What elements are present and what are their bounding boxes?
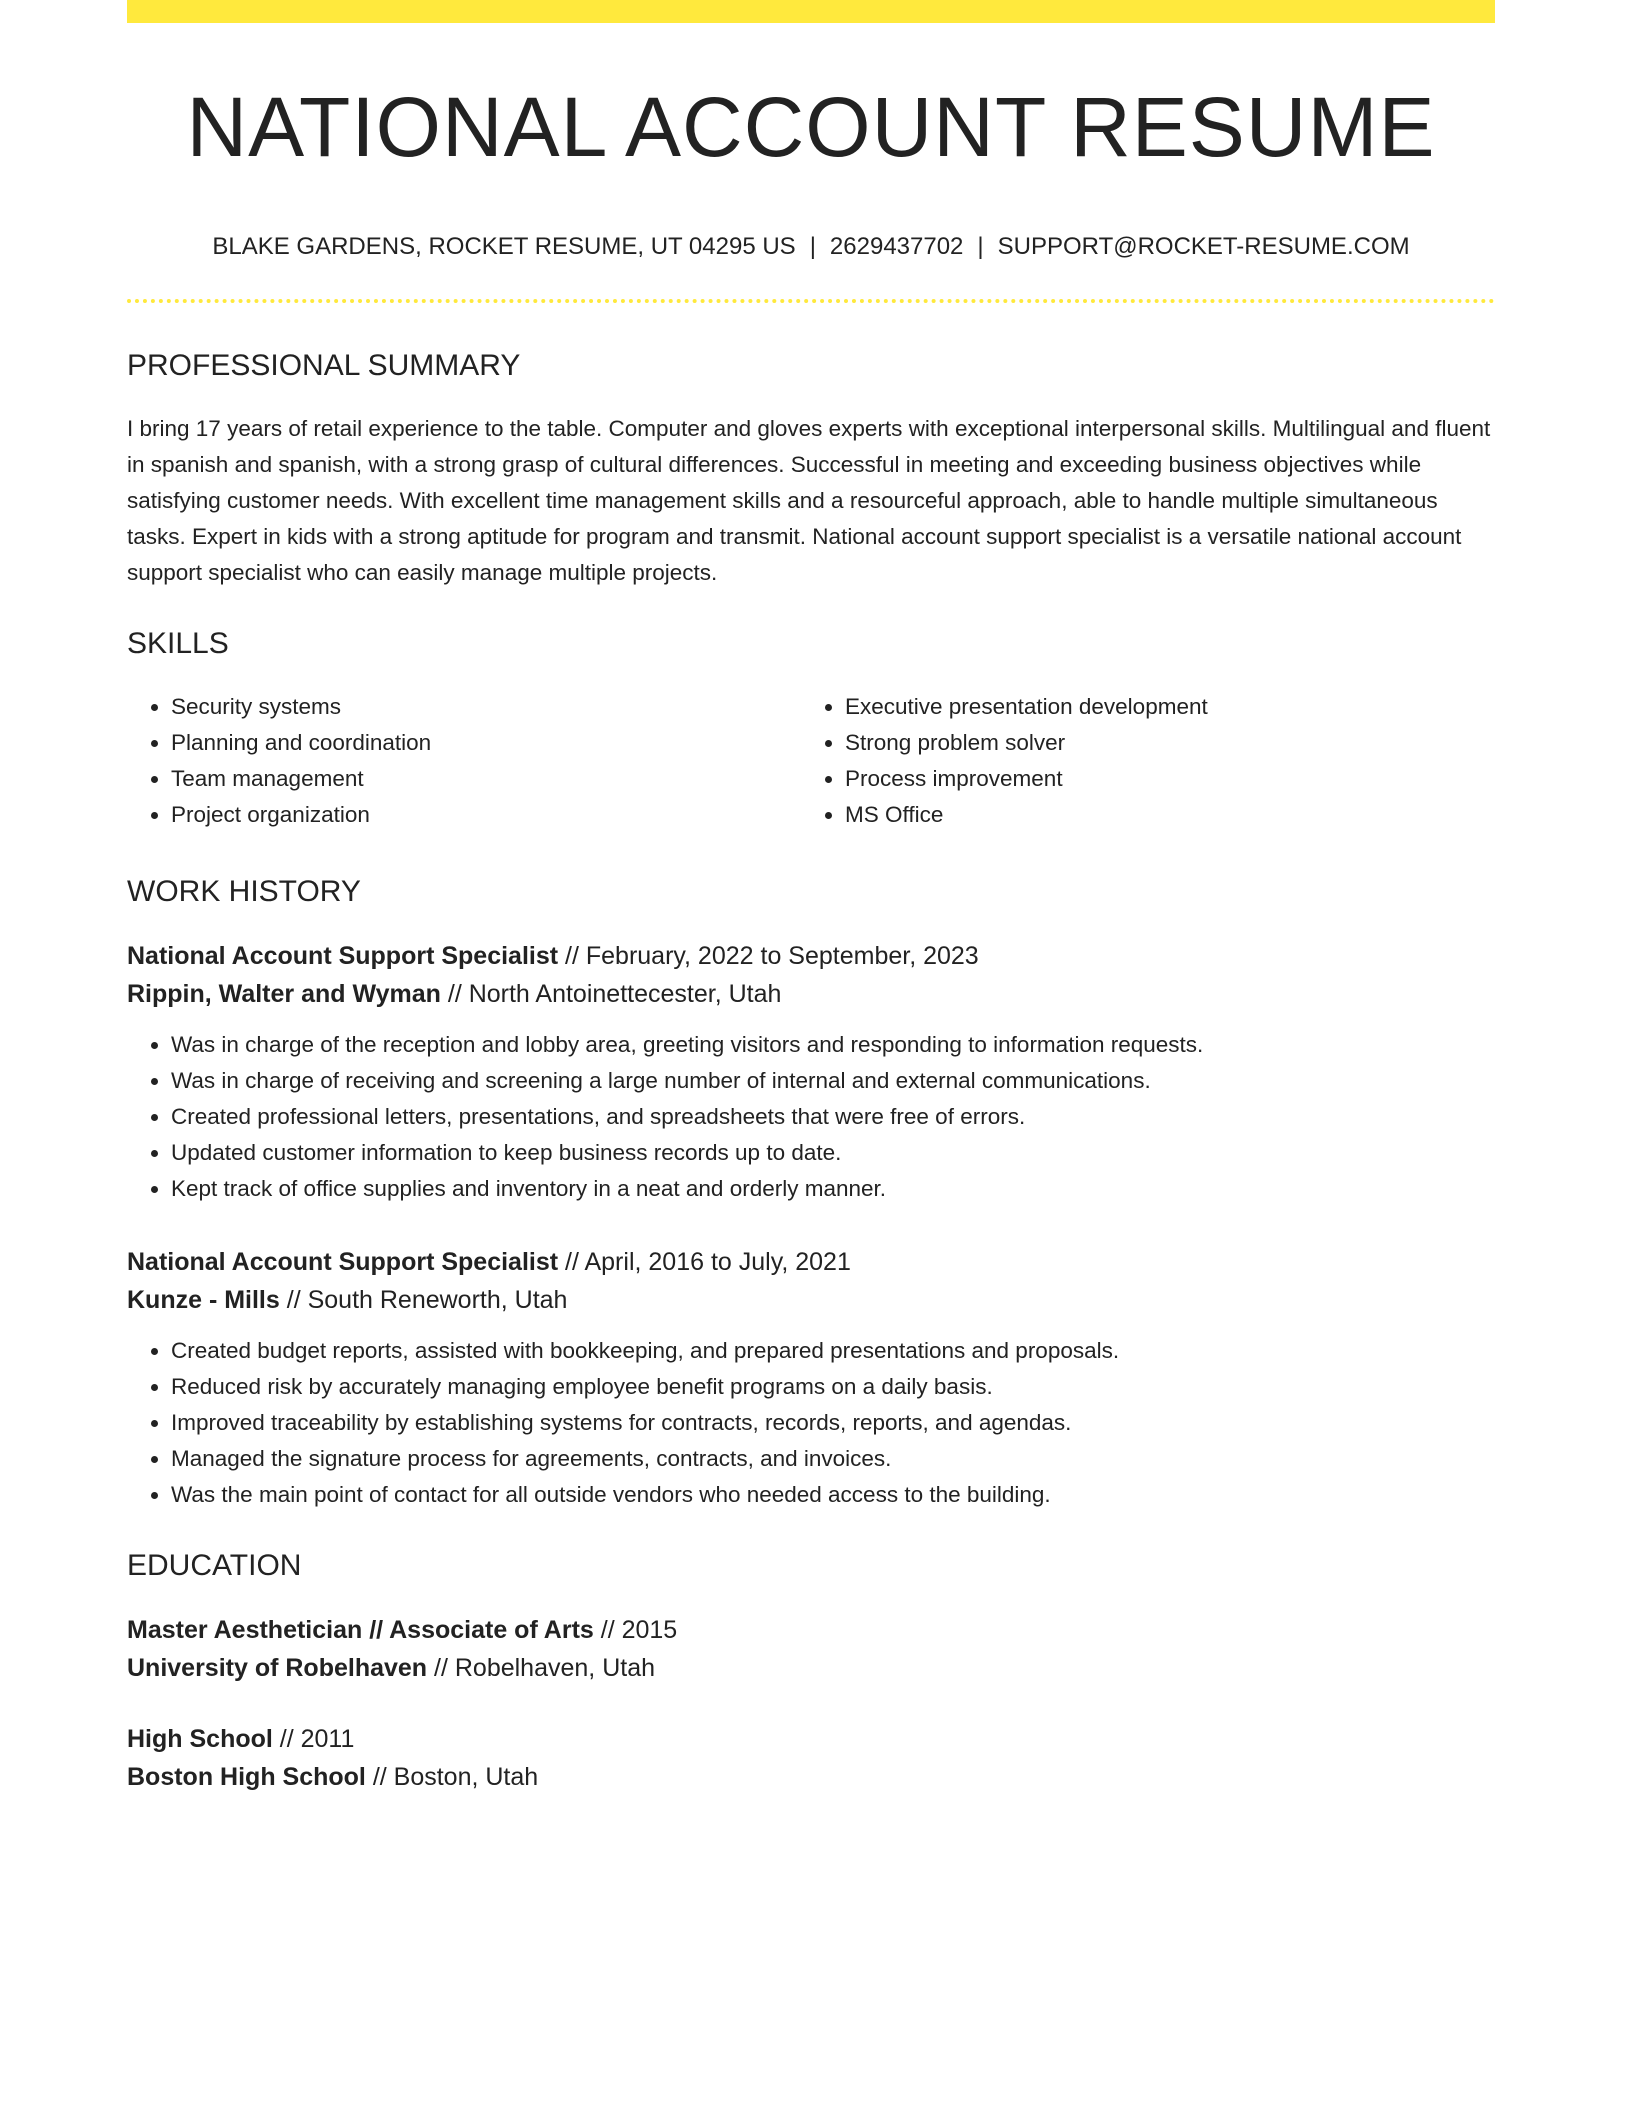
- job-location: // South Reneworth, Utah: [279, 1286, 568, 1314]
- list-item: • Created budget reports, assisted with bookkeeping, and prepared presentations and proposals.: [171, 1333, 1495, 1369]
- resume-page: [127, 0, 1495, 1796]
- skill-item: • MS Office: [845, 797, 1475, 833]
- list-item: • Updated customer information to keep business records up to date.: [171, 1135, 1495, 1171]
- education-location: // Robelhaven, Utah: [427, 1654, 655, 1682]
- job-company-line: [127, 975, 1495, 1013]
- education-entry: [127, 1720, 1495, 1796]
- skill-item: • Security systems: [171, 689, 801, 725]
- job-company: Kunze - Mills: [127, 1286, 280, 1314]
- job-location: // North Antoinettecester, Utah: [440, 980, 782, 1008]
- list-item: • Kept track of office supplies and inventory in a neat and orderly manner.: [171, 1171, 1495, 1207]
- skill-item: • Process improvement: [845, 761, 1475, 797]
- job-bullets: [127, 1027, 1495, 1207]
- phone: 2629437702: [829, 233, 964, 260]
- job-company-line: [127, 1281, 1495, 1319]
- section-title-skills: SKILLS: [127, 627, 229, 660]
- job-dates: // April, 2016 to July, 2021: [558, 1248, 851, 1276]
- contact-line: [127, 235, 1495, 259]
- education-degree: High School: [127, 1725, 273, 1753]
- skill-item: • Planning and coordination: [171, 725, 801, 761]
- list-item: • Improved traceability by establishing systems for contracts, records, reports, and agendas.: [171, 1405, 1495, 1441]
- separator: |: [809, 233, 816, 260]
- section-title-summary: PROFESSIONAL SUMMARY: [127, 349, 521, 382]
- skill-item: • Strong problem solver: [845, 725, 1475, 761]
- dotted-divider: [127, 299, 1495, 303]
- job-role: National Account Support Specialist: [127, 942, 559, 970]
- section-title-work: WORK HISTORY: [127, 875, 361, 908]
- job-company: Rippin, Walter and Wyman: [127, 980, 441, 1008]
- list-item: • Was the main point of contact for all outside vendors who needed access to the building.: [171, 1477, 1495, 1513]
- job-entry: [127, 1243, 1495, 1513]
- job-role: National Account Support Specialist: [127, 1248, 559, 1276]
- email: SUPPORT@ROCKET-RESUME.COM: [997, 233, 1410, 260]
- education-year: // 2011: [272, 1725, 355, 1753]
- job-entry: [127, 937, 1495, 1207]
- list-item: • Was in charge of the reception and lobby area, greeting visitors and responding to information requests.: [171, 1027, 1495, 1063]
- list-item: • Managed the signature process for agreements, contracts, and invoices.: [171, 1441, 1495, 1477]
- list-item: • Was in charge of receiving and screening a large number of internal and external communications.: [171, 1063, 1495, 1099]
- education-degree: Master Aesthetician // Associate of Arts: [127, 1616, 594, 1644]
- education-degree-line: [127, 1611, 1495, 1649]
- separator: |: [977, 233, 984, 260]
- education-entry: [127, 1611, 1495, 1687]
- address: BLAKE GARDENS, ROCKET RESUME, UT 04295 US: [212, 233, 796, 260]
- skills-columns: [127, 689, 1495, 833]
- education-school: University of Robelhaven: [127, 1654, 428, 1682]
- education-school-line: [127, 1649, 1495, 1687]
- skill-item: • Project organization: [171, 797, 801, 833]
- education-location: // Boston, Utah: [365, 1763, 539, 1791]
- education-school: Boston High School: [127, 1763, 366, 1791]
- top-accent-bar: [127, 0, 1495, 23]
- skills-list-right: [801, 689, 1475, 833]
- skills-list-left: [127, 689, 801, 833]
- skill-item: • Executive presentation development: [845, 689, 1475, 725]
- summary-text: I bring 17 years of retail experience to the table. Computer and gloves experts with exceptional interpersonal skills. Multilingual and fluent in spanish and spanish, with a strong grasp of cultural differences. Successful in meeting and exceeding business objectives while satisfying customer needs. With excellent time management skills and a resourceful approach, able to handle multiple simultaneous tasks. Expert in kids with a strong aptitude for program and transmit. National account support specialist is a versatile national account support specialist who can easily manage multiple projects.: [127, 416, 1491, 585]
- job-bullets: [127, 1333, 1495, 1513]
- section-title-education: EDUCATION: [127, 1549, 302, 1582]
- job-title-line: [127, 937, 1495, 975]
- resume-title: NATIONAL ACCOUNT RESUME: [186, 80, 1436, 174]
- list-item: • Created professional letters, presentations, and spreadsheets that were free of errors.: [171, 1099, 1495, 1135]
- education-year: // 2015: [593, 1616, 678, 1644]
- job-dates: // February, 2022 to September, 2023: [558, 942, 979, 970]
- skill-item: • Team management: [171, 761, 801, 797]
- education-degree-line: [127, 1720, 1495, 1758]
- list-item: • Reduced risk by accurately managing employee benefit programs on a daily basis.: [171, 1369, 1495, 1405]
- education-school-line: [127, 1758, 1495, 1796]
- job-title-line: [127, 1243, 1495, 1281]
